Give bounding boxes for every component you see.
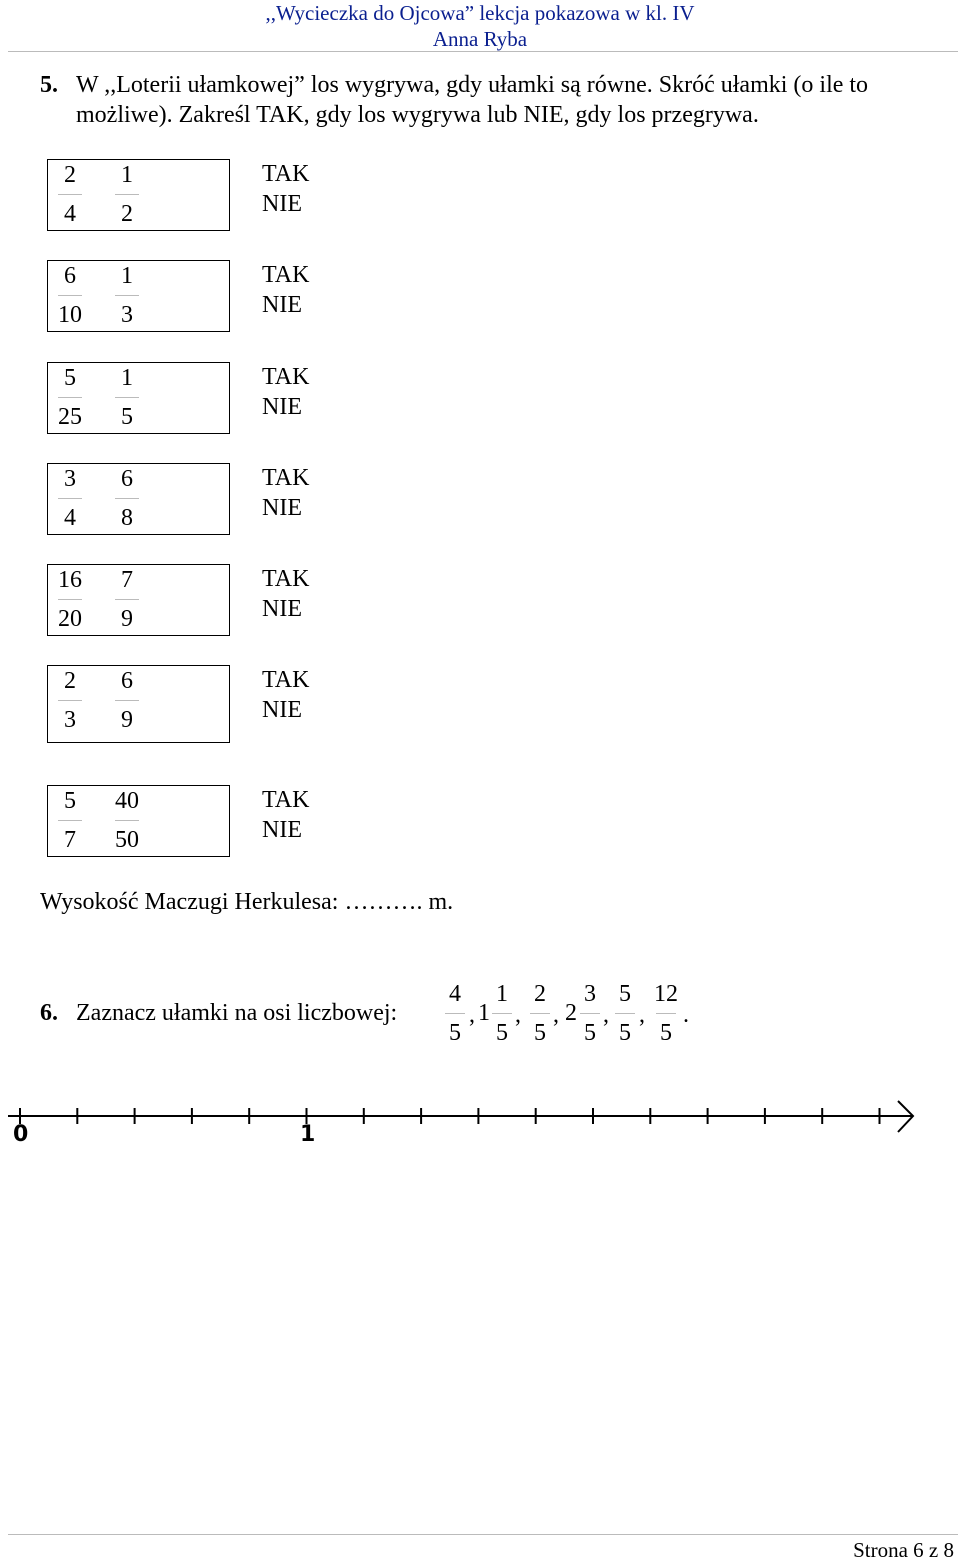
fraction-bar [58,295,82,296]
ticket-fraction [52,261,88,330]
ticket-fraction [52,786,88,855]
answer-yes[interactable]: TAK [262,566,310,592]
fraction-numerator: 2 [534,981,546,1007]
task6-number: 6. [40,1000,58,1026]
ticket-fraction [109,666,145,735]
fraction-denominator: 5 [534,1020,546,1046]
axis-label-one: 1 [300,1122,316,1147]
ticket-fraction [109,786,145,855]
ticket-fraction [109,363,145,432]
answer-no[interactable]: NIE [262,394,302,420]
fraction-denominator: 50 [115,827,139,853]
fraction-bar [580,1013,600,1014]
answer-yes[interactable]: TAK [262,161,310,187]
fraction-bar [58,397,82,398]
answer-yes[interactable]: TAK [262,364,310,390]
fraction-bar [115,498,139,499]
axis-label-zero: 0 [13,1122,29,1147]
ticket-fraction [109,565,145,634]
footer-divider [8,1534,958,1535]
number-line [0,1090,960,1150]
ticket-box [47,785,230,857]
answer-yes[interactable]: TAK [262,787,310,813]
answer-no[interactable]: NIE [262,596,302,622]
fraction-bar [115,700,139,701]
fraction-denominator: 20 [58,606,82,632]
fraction-to-mark [575,979,605,1048]
fraction-denominator: 10 [58,302,82,328]
answer-no[interactable]: NIE [262,697,302,723]
fraction-numerator: 6 [121,668,133,694]
answer-yes[interactable]: TAK [262,667,310,693]
fraction-numerator: 12 [654,981,678,1007]
fraction-bar [615,1013,635,1014]
ticket-fraction [52,565,88,634]
ticket-box [47,362,230,434]
ticket-box [47,463,230,535]
fraction-denominator: 5 [619,1020,631,1046]
fraction-bar [115,194,139,195]
fraction-numerator: 4 [449,981,461,1007]
fraction-denominator: 5 [449,1020,461,1046]
fraction-numerator: 3 [584,981,596,1007]
fraction-denominator: 5 [660,1020,672,1046]
ticket-fraction [52,363,88,432]
fraction-numerator: 2 [64,668,76,694]
fraction-numerator: 1 [121,365,133,391]
fraction-denominator: 4 [64,201,76,227]
fraction-denominator: 2 [121,201,133,227]
fraction-separator: , [603,1002,609,1028]
fraction-denominator: 9 [121,707,133,733]
fraction-denominator: 9 [121,606,133,632]
fraction-bar [58,820,82,821]
fraction-bar [492,1013,512,1014]
task5-instruction-line2: możliwe). Zakreśl TAK, gdy los wygrywa lub NIE, gdy los przegrywa. [76,102,759,128]
ticket-fraction [109,464,145,533]
fraction-bar [530,1013,550,1014]
fraction-separator: , [639,1002,645,1028]
ticket-box [47,564,230,636]
fraction-separator: . [683,1002,689,1028]
task5-number: 5. [40,72,58,98]
ticket-fraction [109,261,145,330]
fraction-denominator: 5 [121,404,133,430]
fraction-numerator: 1 [121,263,133,289]
fraction-numerator: 40 [115,788,139,814]
fraction-denominator: 3 [121,302,133,328]
fraction-bar [58,194,82,195]
fraction-denominator: 5 [584,1020,596,1046]
fraction-denominator: 3 [64,707,76,733]
fraction-denominator: 8 [121,505,133,531]
fraction-bar [115,397,139,398]
mixed-whole-part: 2 [565,1000,577,1026]
fraction-numerator: 6 [121,466,133,492]
fraction-numerator: 6 [64,263,76,289]
header-title: ,,Wycieczka do Ojcowa” lekcja pokazowa w kl. IV [265,1,695,25]
task5-instruction-line1: W ,,Loterii ułamkowej” los wygrywa, gdy ułamki są równe. Skróć ułamki (o ile to [76,72,869,98]
fraction-numerator: 16 [58,567,82,593]
fraction-to-mark [440,979,470,1048]
mixed-whole-part: 1 [478,1000,490,1026]
fraction-bar [115,295,139,296]
fraction-numerator: 2 [64,162,76,188]
fraction-to-mark [651,979,681,1048]
task6-instruction: Zaznacz ułamki na osi liczbowej: [76,1000,398,1026]
fraction-denominator: 25 [58,404,82,430]
fraction-bar [115,820,139,821]
answer-no[interactable]: NIE [262,191,302,217]
ticket-fraction [109,160,145,229]
fraction-numerator: 7 [121,567,133,593]
answer-no[interactable]: NIE [262,817,302,843]
header-divider [8,51,958,52]
fraction-numerator: 5 [64,365,76,391]
fraction-separator: , [469,1002,475,1028]
fraction-to-mark [525,979,555,1048]
fraction-denominator: 4 [64,505,76,531]
fraction-separator: , [553,1002,559,1028]
fraction-bar [445,1013,465,1014]
answer-yes[interactable]: TAK [262,465,310,491]
fraction-to-mark [487,979,517,1048]
answer-no[interactable]: NIE [262,495,302,521]
fraction-denominator: 5 [496,1020,508,1046]
header-author: Anna Ryba [432,27,528,51]
answer-yes[interactable]: TAK [262,262,310,288]
ticket-fraction [52,464,88,533]
ticket-fraction [52,160,88,229]
fraction-numerator: 3 [64,466,76,492]
hercules-height-answer: Wysokość Maczugi Herkulesa: ………. m. [40,889,454,915]
fraction-bar [58,599,82,600]
fraction-to-mark [610,979,640,1048]
fraction-denominator: 7 [64,827,76,853]
fraction-bar [656,1013,676,1014]
ticket-box [47,159,230,231]
fraction-bar [58,700,82,701]
ticket-box [47,665,230,743]
answer-no[interactable]: NIE [262,292,302,318]
fraction-numerator: 1 [121,162,133,188]
fraction-numerator: 5 [619,981,631,1007]
fraction-separator: , [515,1002,521,1028]
fraction-bar [58,498,82,499]
fraction-numerator: 1 [496,981,508,1007]
ticket-fraction [52,666,88,735]
ticket-box [47,260,230,332]
fraction-numerator: 5 [64,788,76,814]
page-number: Strona 6 z 8 [853,1538,954,1562]
fraction-bar [115,599,139,600]
